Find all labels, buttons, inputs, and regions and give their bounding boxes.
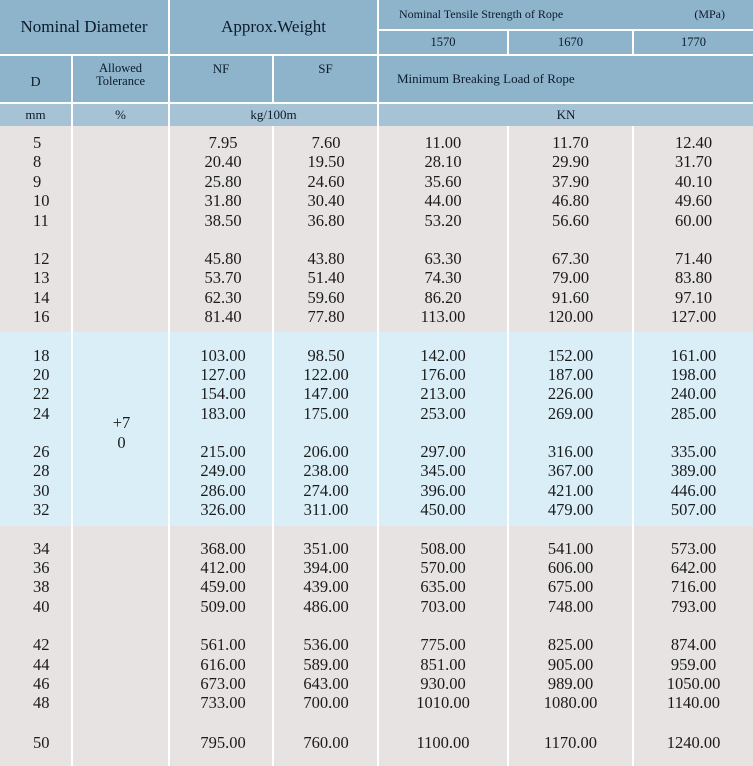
table-cell-t1670: 905.00 — [547, 654, 594, 674]
table-cell-sf: 19.50 — [307, 152, 345, 172]
table-cell-nf: 31.80 — [204, 191, 242, 211]
table-cell-t1670: 120.00 — [547, 307, 594, 327]
table-cell-t1770: 642.00 — [670, 558, 717, 578]
row-gap — [278, 230, 374, 249]
table-cell-t1670: 748.00 — [547, 596, 594, 616]
table-cell-nf: 127.00 — [200, 364, 246, 384]
table-cell-t1670: 46.80 — [551, 191, 590, 211]
table-cell-t1770: 97.10 — [674, 287, 713, 307]
table-cell-t1770: 446.00 — [670, 480, 717, 500]
table-cell-t1670: 989.00 — [547, 673, 594, 693]
row-gap — [636, 423, 751, 442]
table-cell-t1570: 213.00 — [420, 384, 466, 404]
table-cell-t1570: 44.00 — [424, 191, 462, 211]
row-gap — [33, 423, 69, 442]
row-gap — [511, 423, 630, 442]
row-gap — [176, 423, 270, 442]
table-cell-sf: 311.00 — [303, 500, 349, 520]
table-cell-t1570: 11.00 — [424, 133, 462, 152]
table-cell-t1770: 198.00 — [670, 364, 717, 384]
table-cell-t1670: 91.60 — [551, 287, 590, 307]
table-cell-d: 9 — [33, 171, 42, 191]
table-cell-d: 20 — [33, 364, 50, 384]
table-cell-d: 38 — [33, 577, 50, 597]
table-cell-sf: 51.40 — [307, 268, 345, 288]
row-gap — [33, 713, 69, 733]
table-cell-nf: 53.70 — [204, 268, 242, 288]
table-cell-t1570: 396.00 — [420, 480, 466, 500]
table-cell-t1570: 74.30 — [424, 268, 462, 288]
table-cell-t1570: 703.00 — [420, 596, 466, 616]
table-cell-d: 42 — [33, 635, 50, 655]
table-cell-t1670: 367.00 — [547, 461, 594, 481]
table-cell-d: 16 — [33, 307, 50, 327]
table-cell-t1770: 959.00 — [670, 654, 717, 674]
table-cell-d: 5 — [33, 133, 42, 152]
table-cell-t1570: 851.00 — [420, 654, 466, 674]
tolerance-upper: +7 — [112, 413, 131, 432]
table-cell-t1670: 421.00 — [547, 480, 594, 500]
table-cell-nf: 154.00 — [200, 384, 246, 404]
table-cell-nf: 25.80 — [204, 171, 242, 191]
row-gap — [382, 423, 504, 442]
table-cell-sf: 589.00 — [303, 654, 349, 674]
row-gap — [278, 423, 374, 442]
table-cell-t1670: 675.00 — [547, 577, 594, 597]
table-cell-nf: 286.00 — [200, 480, 246, 500]
column-1770 — [636, 133, 751, 752]
row-gap — [176, 327, 270, 346]
tensile-unit: (MPa) — [694, 7, 725, 21]
table-cell-t1770: 507.00 — [670, 500, 717, 520]
table-cell-t1770: 335.00 — [670, 442, 717, 462]
table-cell-t1570: 297.00 — [420, 442, 466, 462]
table-cell-t1770: 389.00 — [670, 461, 717, 481]
row-gap — [278, 616, 374, 635]
header-allowed-tolerance — [73, 56, 168, 102]
table-cell-sf: 24.60 — [307, 171, 345, 191]
table-cell-nf: 673.00 — [200, 673, 246, 693]
table-cell-sf: 7.60 — [311, 133, 341, 152]
grade-1570: 1570 — [379, 31, 507, 54]
row-gap — [33, 327, 69, 346]
table-cell-t1670: 269.00 — [547, 403, 594, 423]
row-gap — [382, 713, 504, 733]
divider — [632, 126, 634, 766]
table-cell-nf: 412.00 — [200, 558, 246, 578]
column-1570 — [382, 133, 504, 752]
table-cell-t1670: 152.00 — [547, 345, 594, 365]
table-cell-t1770: 793.00 — [670, 596, 717, 616]
row-gap — [511, 327, 630, 346]
table-cell-t1770: 161.00 — [670, 345, 717, 365]
table-cell-d: 32 — [33, 500, 50, 520]
column-diameter — [33, 133, 69, 752]
table-cell-t1670: 226.00 — [547, 384, 594, 404]
table-cell-sf: 147.00 — [303, 384, 349, 404]
table-cell-t1770: 127.00 — [670, 307, 717, 327]
table-cell-nf: 561.00 — [200, 635, 246, 655]
table-cell-t1670: 1170.00 — [543, 732, 597, 752]
row-gap — [176, 520, 270, 539]
table-cell-t1770: 83.80 — [674, 268, 713, 288]
table-cell-sf: 59.60 — [307, 287, 345, 307]
table-cell-nf: 38.50 — [204, 210, 242, 230]
header-nf: NF — [170, 56, 272, 102]
tolerance-value — [73, 413, 170, 453]
table-cell-nf: 103.00 — [200, 345, 246, 365]
row-gap — [176, 616, 270, 635]
table-cell-t1570: 28.10 — [424, 152, 462, 172]
divider — [272, 126, 274, 766]
header-tensile-strength — [379, 0, 753, 29]
table-cell-t1570: 35.60 — [424, 171, 462, 191]
table-cell-t1570: 113.00 — [420, 307, 466, 327]
table-cell-t1570: 63.30 — [424, 248, 462, 268]
table-cell-t1670: 541.00 — [547, 538, 594, 558]
table-cell-sf: 700.00 — [303, 693, 349, 713]
column-nf — [176, 133, 270, 752]
table-cell-t1670: 56.60 — [551, 210, 590, 230]
table-cell-d: 11 — [33, 210, 49, 230]
table-cell-t1770: 716.00 — [670, 577, 717, 597]
table-cell-t1670: 479.00 — [547, 500, 594, 520]
row-gap — [511, 713, 630, 733]
header-approx-weight: Approx.Weight — [170, 0, 377, 54]
row-gap — [278, 520, 374, 539]
table-cell-d: 44 — [33, 654, 50, 674]
table-cell-sf: 643.00 — [303, 673, 349, 693]
table-cell-d: 24 — [33, 403, 50, 423]
table-cell-t1570: 1100.00 — [416, 732, 470, 752]
table-cell-d: 10 — [33, 191, 50, 211]
table-cell-t1570: 508.00 — [420, 538, 466, 558]
table-cell-nf: 215.00 — [200, 442, 246, 462]
table-cell-t1770: 1240.00 — [666, 732, 721, 752]
table-cell-nf: 249.00 — [200, 461, 246, 481]
tolerance-lower: 0 — [117, 433, 126, 452]
row-gap — [636, 327, 751, 346]
table-cell-t1670: 825.00 — [547, 635, 594, 655]
tensile-title: Nominal Tensile Strength of Rope — [399, 7, 564, 21]
table-cell-nf: 81.40 — [204, 307, 242, 327]
header-nominal-diameter: Nominal Diameter — [0, 0, 168, 54]
row-gap — [176, 713, 270, 733]
row-gap — [382, 327, 504, 346]
table-cell-d: 26 — [33, 442, 50, 462]
table-cell-sf: 439.00 — [303, 577, 349, 597]
table-cell-d: 12 — [33, 248, 50, 268]
table-cell-t1770: 71.40 — [674, 248, 713, 268]
table-cell-d: 18 — [33, 345, 50, 365]
table-cell-t1670: 11.70 — [552, 133, 589, 152]
row-gap — [278, 713, 374, 733]
table-cell-t1770: 12.40 — [674, 133, 713, 152]
divider — [507, 126, 509, 766]
table-cell-sf: 43.80 — [307, 248, 345, 268]
table-cell-sf: 351.00 — [303, 538, 349, 558]
table-cell-t1570: 775.00 — [420, 635, 466, 655]
table-cell-t1570: 930.00 — [420, 673, 466, 693]
table-cell-d: 40 — [33, 596, 50, 616]
column-sf — [278, 133, 374, 752]
table-cell-t1570: 635.00 — [420, 577, 466, 597]
table-cell-d: 28 — [33, 461, 50, 481]
table-cell-t1770: 49.60 — [674, 191, 713, 211]
table-cell-t1670: 29.90 — [551, 152, 590, 172]
table-cell-t1770: 1140.00 — [666, 693, 720, 713]
table-cell-sf: 274.00 — [303, 480, 349, 500]
table-cell-nf: 326.00 — [200, 500, 246, 520]
table-cell-t1770: 40.10 — [674, 171, 713, 191]
table-cell-sf: 238.00 — [303, 461, 349, 481]
table-cell-t1770: 573.00 — [670, 538, 717, 558]
table-cell-d: 48 — [33, 693, 50, 713]
table-cell-t1570: 53.20 — [424, 210, 462, 230]
table-cell-nf: 616.00 — [200, 654, 246, 674]
table-cell-sf: 175.00 — [303, 403, 349, 423]
table-cell-t1770: 31.70 — [674, 152, 713, 172]
table-cell-sf: 122.00 — [303, 364, 349, 384]
column-1670 — [511, 133, 630, 752]
table-cell-d: 46 — [33, 673, 50, 693]
divider — [377, 126, 379, 766]
table-cell-t1570: 450.00 — [420, 500, 466, 520]
unit-mm: mm — [0, 104, 71, 126]
table-cell-t1670: 316.00 — [547, 442, 594, 462]
table-cell-sf: 98.50 — [307, 345, 345, 365]
table-cell-nf: 7.95 — [208, 133, 238, 152]
table-cell-t1670: 79.00 — [551, 268, 590, 288]
row-gap — [511, 520, 630, 539]
row-gap — [33, 520, 69, 539]
table-cell-sf: 206.00 — [303, 442, 349, 462]
table-cell-t1570: 253.00 — [420, 403, 466, 423]
unit-load: KN — [379, 104, 753, 126]
table-cell-t1570: 345.00 — [420, 461, 466, 481]
table-cell-nf: 459.00 — [200, 577, 246, 597]
header-d: D — [0, 56, 71, 102]
table-cell-sf: 30.40 — [307, 191, 345, 211]
row-gap — [511, 616, 630, 635]
row-gap — [636, 616, 751, 635]
row-gap — [382, 230, 504, 249]
header-sf: SF — [274, 56, 377, 102]
row-gap — [176, 230, 270, 249]
table-cell-t1670: 37.90 — [551, 171, 590, 191]
table-cell-d: 30 — [33, 480, 50, 500]
table-cell-t1570: 1010.00 — [416, 693, 470, 713]
unit-weight: kg/100m — [170, 104, 377, 126]
table-cell-nf: 733.00 — [200, 693, 246, 713]
table-cell-d: 14 — [33, 287, 50, 307]
grade-1670: 1670 — [509, 31, 632, 54]
row-gap — [511, 230, 630, 249]
table-cell-nf: 795.00 — [200, 732, 246, 752]
table-cell-sf: 36.80 — [307, 210, 345, 230]
table-cell-t1570: 142.00 — [420, 345, 466, 365]
row-gap — [33, 230, 69, 249]
table-cell-nf: 183.00 — [200, 403, 246, 423]
table-cell-sf: 486.00 — [303, 596, 349, 616]
header-min-breaking-load: Minimum Breaking Load of Rope — [379, 56, 753, 102]
row-gap — [636, 520, 751, 539]
table-cell-nf: 62.30 — [204, 287, 242, 307]
table-cell-d: 50 — [33, 732, 50, 752]
grade-1770: 1770 — [634, 31, 753, 54]
table-cell-t1570: 570.00 — [420, 558, 466, 578]
table-cell-t1670: 1080.00 — [543, 693, 598, 713]
row-gap — [278, 327, 374, 346]
row-gap — [636, 230, 751, 249]
table-cell-t1670: 187.00 — [547, 364, 594, 384]
table-cell-t1770: 874.00 — [670, 635, 717, 655]
table-cell-d: 34 — [33, 538, 50, 558]
table-cell-d: 22 — [33, 384, 50, 404]
allowed-tolerance-line1: Allowed — [98, 61, 143, 75]
row-gap — [33, 616, 69, 635]
unit-percent: % — [73, 104, 168, 126]
table-cell-t1770: 285.00 — [670, 403, 717, 423]
table-cell-d: 8 — [33, 152, 42, 172]
table-cell-nf: 45.80 — [204, 248, 242, 268]
allowed-tolerance-line2: Tolerance — [95, 74, 146, 88]
table-cell-t1570: 176.00 — [420, 364, 466, 384]
table-cell-t1770: 1050.00 — [666, 673, 721, 693]
table-cell-nf: 368.00 — [200, 538, 246, 558]
table-cell-t1770: 240.00 — [670, 384, 717, 404]
table-cell-d: 13 — [33, 268, 50, 288]
table-cell-t1770: 60.00 — [674, 210, 713, 230]
table-cell-t1670: 67.30 — [551, 248, 590, 268]
table-cell-sf: 394.00 — [303, 558, 349, 578]
table-cell-t1570: 86.20 — [424, 287, 462, 307]
row-gap — [382, 520, 504, 539]
table-cell-sf: 760.00 — [303, 732, 349, 752]
table-cell-nf: 20.40 — [204, 152, 242, 172]
row-gap — [636, 713, 751, 733]
table-cell-d: 36 — [33, 558, 50, 578]
row-gap — [382, 616, 504, 635]
table-cell-t1670: 606.00 — [547, 558, 594, 578]
table-cell-sf: 77.80 — [307, 307, 345, 327]
table-cell-sf: 536.00 — [303, 635, 349, 655]
table-cell-nf: 509.00 — [200, 596, 246, 616]
